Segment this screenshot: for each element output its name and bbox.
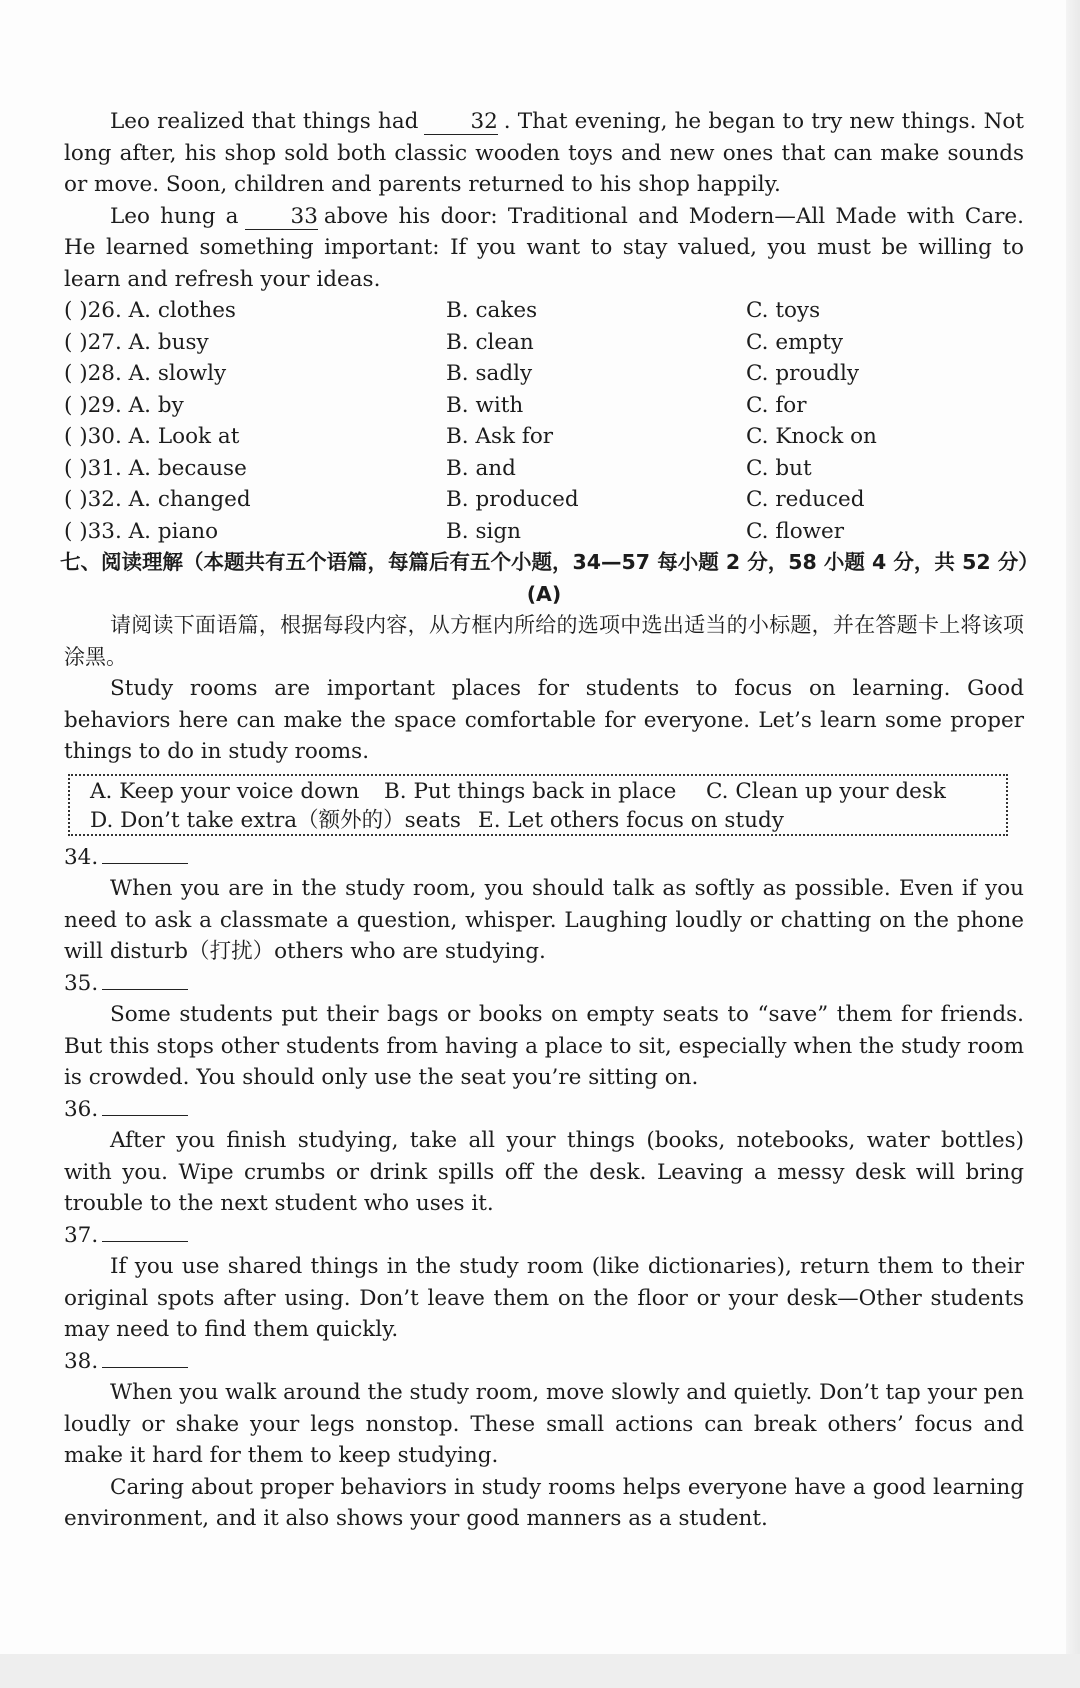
question-option-a <box>64 390 184 422</box>
answer-blank-line <box>64 842 1024 874</box>
option-e: E. Let others focus on study <box>478 807 784 833</box>
answer-underline <box>102 1095 188 1116</box>
question-number: 38. <box>64 1348 99 1374</box>
question-option-c: C. toys <box>746 298 821 323</box>
question-number: 34. <box>64 844 99 870</box>
question-number: 37. <box>64 1222 99 1248</box>
question-option-b: B. with <box>446 392 524 418</box>
question-option-a <box>64 484 251 516</box>
answer-blank-line <box>64 1094 1024 1126</box>
answer-underline <box>102 843 188 864</box>
cloze-paragraph-2 <box>64 201 1024 296</box>
cloze-blank-32: 32 <box>424 110 497 135</box>
option-a-text: A. Look at <box>128 424 240 449</box>
answer-blank-line <box>64 1220 1024 1252</box>
answer-blank-line <box>64 1346 1024 1378</box>
question-option-a <box>64 358 226 390</box>
question-option-c: C. flower <box>746 518 845 544</box>
option-a: A. Keep your voice down <box>90 778 360 804</box>
question-option-b: B. produced <box>446 487 579 512</box>
question-number: 36. <box>64 1096 99 1122</box>
question-option-a <box>64 421 239 453</box>
options-row-1 <box>80 776 996 805</box>
question-option-b: B. sign <box>446 518 521 544</box>
paragraph-text: If you use shared things in the study room (like dictionaries), return them to their original spots after using. Don’t leave them on the floor or your desk—Other students may need to find them quickly. <box>64 1254 1024 1342</box>
option-a-text: A. busy <box>128 329 209 355</box>
answer-blank-line <box>64 968 1024 1000</box>
bottom-margin-band <box>0 1654 1080 1688</box>
question-list <box>64 295 1024 547</box>
question-number: ( )31. <box>64 455 122 481</box>
cloze-text: Leo realized that things had <box>110 109 419 134</box>
question-option-c: C. empty <box>746 329 844 355</box>
answer-underline <box>102 1221 188 1242</box>
question-number: ( )27. <box>64 329 122 355</box>
heading-question-37 <box>64 1220 1024 1346</box>
option-a-text: A. piano <box>128 518 219 544</box>
option-a-text: A. by <box>128 392 184 418</box>
question-row <box>64 358 1024 390</box>
cloze-text: . That evening, he began to try new things. Not long after, his shop sold both classic wooden toys and new ones that can make sounds or move. Soon, children and parents returned to his shop happily. <box>64 109 1025 197</box>
question-number: ( )29. <box>64 392 122 418</box>
cloze-paragraph-1 <box>64 106 1024 201</box>
question-option-a <box>64 327 209 359</box>
option-a-text: A. because <box>128 455 247 481</box>
question-option-c: C. reduced <box>746 487 865 512</box>
heading-question-36 <box>64 1094 1024 1220</box>
question-row <box>64 453 1024 485</box>
question-option-c: C. proudly <box>746 361 859 386</box>
exam-content <box>60 106 1039 1535</box>
option-a-text: A. slowly <box>128 361 227 386</box>
question-option-b: B. cakes <box>446 298 538 323</box>
options-row-2 <box>80 805 996 834</box>
question-option-a <box>64 453 247 485</box>
question-number: 35. <box>64 970 99 996</box>
question-number: ( )33. <box>64 518 122 544</box>
passage-intro: Study rooms are important places for students to focus on learning. Good behaviors here can make the space comfortable for everyone. Let’s learn some proper things to do in study rooms. <box>64 676 1024 764</box>
question-number: ( )30. <box>64 424 122 449</box>
passage-label: (A) <box>526 581 562 606</box>
option-c: C. Clean up your desk <box>706 778 946 804</box>
question-option-b: B. clean <box>446 329 534 355</box>
question-option-b: B. sadly <box>446 361 533 386</box>
question-option-c: C. for <box>746 392 807 418</box>
option-a-text: A. clothes <box>128 298 236 323</box>
heading-question-34 <box>64 842 1024 968</box>
question-number: ( )26. <box>64 298 122 323</box>
heading-question-38 <box>64 1346 1024 1472</box>
question-row <box>64 516 1024 548</box>
question-row <box>64 327 1024 359</box>
question-option-b: B. Ask for <box>446 424 554 449</box>
paragraph-text: When you are in the study room, you should talk as softly as possible. Even if you need to ask a classmate a question, whisper. Laughing loudly or chatting on the phone will disturb（打扰）others who are studying. <box>64 876 1024 964</box>
question-number: ( )32. <box>64 487 122 512</box>
options-box <box>68 774 1008 836</box>
question-number: ( )28. <box>64 361 122 386</box>
answer-underline <box>102 969 188 990</box>
cloze-text: Leo hung a <box>110 203 239 229</box>
question-row <box>64 295 1024 327</box>
conclusion-paragraph: Caring about proper behaviors in study rooms helps everyone have a good learning environment, and it also shows your good manners as a student. <box>64 1474 1024 1531</box>
question-option-b: B. and <box>446 455 516 481</box>
question-option-a <box>64 516 218 548</box>
question-row <box>64 484 1024 516</box>
option-d: D. Don’t take extra（额外的）seats <box>90 807 461 833</box>
heading-question-35 <box>64 968 1024 1094</box>
cloze-text: above his door: Traditional and Modern—All Made with Care. He learned something important: If you want to stay valued, you must be willing to learn and refresh your ideas. <box>64 203 1024 292</box>
instruction-text: 请阅读下面语篇，根据每段内容，从方框内所给的选项中选出适当的小标题，并在答题卡上将该项涂黑。 <box>64 613 1024 669</box>
paragraph-text: When you walk around the study room, move slowly and quietly. Don’t tap your pen loudly or shake your legs nonstop. These small actions can break others’ focus and make it hard for them to keep studying. <box>64 1380 1024 1468</box>
question-option-c: C. but <box>746 455 812 481</box>
question-option-c: C. Knock on <box>746 424 877 449</box>
answer-underline <box>102 1347 188 1368</box>
paragraph-text: Some students put their bags or books on empty seats to “save” them for friends. But this stops other students from having a place to sit, especially when the study room is crowded. You should only use the seat you’re sitting on. <box>64 1002 1024 1090</box>
option-b: B. Put things back in place <box>384 778 677 804</box>
question-option-a <box>64 295 236 327</box>
question-row <box>64 421 1024 453</box>
paragraph-text: After you finish studying, take all your things (books, notebooks, water bottles) with you. Wipe crumbs or drink spills off the desk. Leaving a messy desk will bring trouble to the next student who uses it. <box>64 1128 1024 1216</box>
page-edge-shadow <box>1066 0 1080 1688</box>
question-row <box>64 390 1024 422</box>
section-title: 七、阅读理解（本题共有五个语篇，每篇后有五个小题，34—57 每小题 2 分，58 小题 4 分，共 52 分） <box>60 550 1039 574</box>
cloze-blank-33: 33 <box>245 205 318 230</box>
option-a-text: A. changed <box>128 487 251 512</box>
